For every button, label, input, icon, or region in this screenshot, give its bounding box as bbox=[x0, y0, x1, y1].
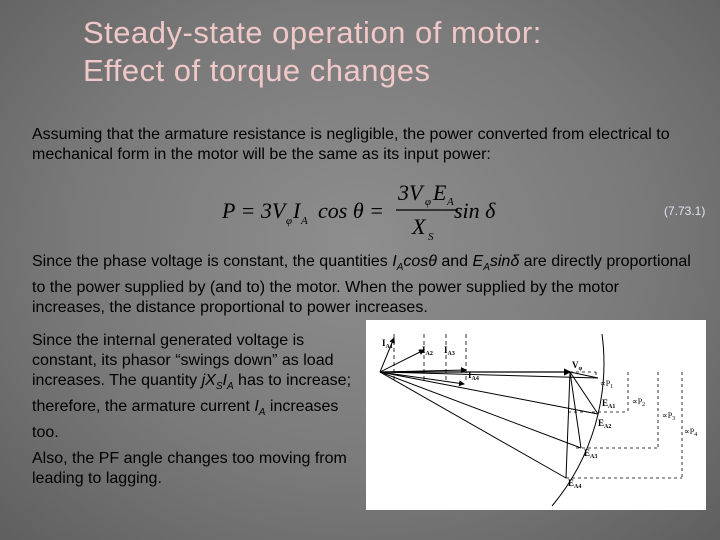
p2-IA-cos: cosθ bbox=[403, 253, 437, 270]
label-ia4: $I_{A4}$ bbox=[468, 370, 479, 382]
paragraph-pf-angle: Also, the PF angle changes too moving from leading to lagging. bbox=[32, 450, 347, 487]
p2-text-b: and bbox=[436, 253, 473, 270]
eq-den-X: X bbox=[412, 214, 426, 239]
title-line-2: Effect of torque changes bbox=[83, 53, 431, 88]
slide-title bbox=[83, 14, 703, 90]
eq-den-S: S bbox=[428, 231, 434, 243]
label-ea4: $E_{A4}$ bbox=[568, 478, 582, 490]
paragraph-power-conversion: Assuming that the armature resistance is negligible, the power converted from electrical to mechanical form in the motor will be the same as its input power: bbox=[32, 126, 670, 163]
p3-jX: jX bbox=[201, 372, 216, 389]
eq-I-sub: A bbox=[301, 215, 308, 227]
label-ia1: $I_{A1}$ bbox=[382, 338, 393, 350]
paragraph-proportional bbox=[32, 252, 692, 318]
ia2-arrow bbox=[380, 350, 424, 372]
p3-I2: I bbox=[254, 398, 259, 416]
title-line-1: Steady-state operation of motor: bbox=[83, 15, 542, 50]
eq-I: I bbox=[293, 198, 301, 223]
p3-I: I bbox=[222, 372, 227, 389]
eq-cos: cos θ = bbox=[318, 198, 384, 223]
eq-sin: sin δ bbox=[454, 198, 496, 223]
ea3-line bbox=[380, 372, 581, 448]
label-p3: $\propto P_3$ bbox=[662, 411, 676, 422]
p3-A: A bbox=[226, 381, 234, 393]
power-equation bbox=[222, 174, 512, 244]
label-p1: $\propto P_1$ bbox=[600, 379, 614, 390]
ea2-line bbox=[380, 372, 598, 414]
jx-segment-4 bbox=[566, 372, 570, 478]
p2-IA-sub: A bbox=[396, 262, 404, 274]
label-p4: $\propto P_4$ bbox=[684, 427, 698, 438]
p3-text-b: has to increase; therefore, the armature current bbox=[32, 372, 352, 416]
phasor-diagram bbox=[366, 320, 706, 510]
equation-number: (7.73.1) bbox=[664, 204, 706, 218]
p3-A2: A bbox=[258, 407, 266, 419]
p3-S: S bbox=[215, 381, 223, 393]
eq-phi-sub: φ bbox=[286, 215, 293, 227]
label-ea3: $E_{A3}$ bbox=[584, 448, 598, 460]
label-ea2: $E_{A2}$ bbox=[598, 418, 612, 430]
p2-EA-E: E bbox=[472, 253, 484, 270]
p3-text-c: increases too. bbox=[32, 398, 339, 442]
p2-text-a: Since the phase voltage is constant, the quantities bbox=[32, 253, 393, 270]
label-ia3: $I_{A3}$ bbox=[444, 345, 455, 357]
eq-num-A: A bbox=[447, 196, 454, 208]
p3-text-a: Since the internal generated voltage is constant, its phasor “swings down” as load increases. The quantity bbox=[32, 332, 334, 389]
p2-text-c: are directly proportional to the power supplied by (and to) the motor. When the power supplied by the motor increases, the distance proportional to power increases. bbox=[32, 253, 691, 317]
eq-num-phi: φ bbox=[425, 196, 432, 208]
eq-num-E: E bbox=[433, 180, 447, 205]
p2-EA-sin: sinδ bbox=[489, 253, 520, 270]
p2-EA-sub: A bbox=[483, 262, 490, 274]
label-ia2: $I_{A2}$ bbox=[422, 345, 433, 357]
eq-num-3V: 3V bbox=[398, 180, 423, 205]
label-p2: $\propto P_2$ bbox=[632, 397, 646, 408]
p2-IA-I: I bbox=[392, 253, 397, 270]
eq-lhs: P = 3V bbox=[222, 198, 286, 223]
paragraph-phasor-swing bbox=[32, 331, 357, 443]
label-ea1: $E_{A1}$ bbox=[602, 398, 616, 410]
label-vphi: $V_\varphi$ bbox=[572, 360, 583, 372]
ea4-line bbox=[380, 372, 566, 478]
